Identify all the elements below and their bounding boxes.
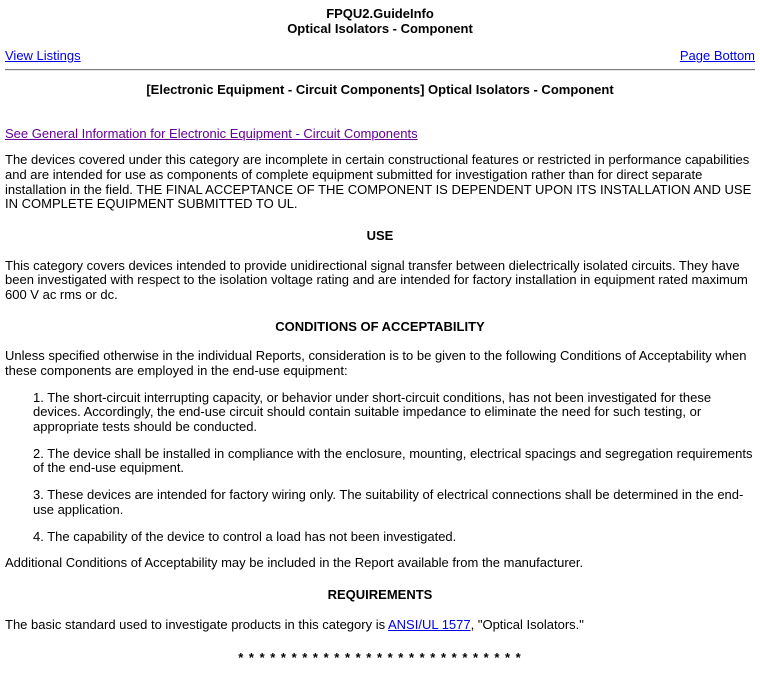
- requirements-paragraph: [5, 618, 755, 633]
- use-paragraph: This category covers devices intended to provide unidirectional signal transfer between dielectrically isolated circuits. They have been investigated with respect to the isolation voltage rating and are intended for factory installation in equipment rated maximum 600 V ac rms or dc.: [5, 257, 748, 302]
- intro-paragraph: The devices covered under this category are incomplete in certain constructional features or restricted in performance capabilities and are intended for use as components of complete equipment submitted for investigation rather than for direct separate installation in the field. THE FINAL ACCEPTANCE OF THE COMPONENT IS DEPENDENT UPON ITS INSTALLATION AND USE IN COMPLETE EQUIPMENT SUBMITTED TO UL.: [5, 152, 752, 212]
- additional-conditions-note: Additional Conditions of Acceptability may be included in the Report available from the manufacturer.: [5, 555, 584, 571]
- condition-item-3: 3. These devices are intended for factory wiring only. The suitability of electrical connections shall be determined in the end-use application.: [33, 487, 744, 517]
- condition-item-1: 1. The short-circuit interrupting capacity, or behavior under short-circuit conditions, has not been investigated for these devices. Accordingly, the end-use circuit should contain suitable impedance to eliminate the need for such testing, or appropriate tests should be conducted.: [33, 389, 712, 435]
- category-heading: [Electronic Equipment - Circuit Components] Optical Isolators - Component: [146, 81, 614, 97]
- guide-name-title: Optical Isolators - Component: [287, 21, 473, 37]
- page-bottom-link[interactable]: Page Bottom: [679, 48, 755, 64]
- use-heading: USE: [366, 227, 394, 243]
- conditions-list: [5, 391, 755, 545]
- nav-links-row: [5, 49, 755, 64]
- condition-item-4: 4. The capability of the device to control a load has not been investigated.: [33, 528, 457, 544]
- requirements-heading: REQUIREMENTS: [327, 586, 433, 602]
- ansi-ul-1577-link[interactable]: ANSI/UL 1577: [388, 616, 471, 632]
- requirements-sentence-prefix: The basic standard used to investigate products in this category is: [5, 616, 388, 632]
- view-listings-link[interactable]: View Listings: [5, 48, 81, 64]
- condition-item-2: 2. The device shall be installed in compliance with the enclosure, mounting, electrical spacings and segregation requirements of the end-use equipment.: [33, 445, 753, 476]
- header-divider: [5, 69, 755, 71]
- conditions-intro-paragraph: Unless specified otherwise in the individual Reports, consideration is to be given to the following Conditions of Acceptability when these components are employed in the end-use equipment:: [5, 348, 747, 378]
- requirements-sentence-suffix: , "Optical Isolators.": [470, 616, 584, 632]
- general-info-link[interactable]: See General Information for Electronic Equipment - Circuit Components: [5, 126, 418, 142]
- conditions-heading: CONDITIONS OF ACCEPTABILITY: [275, 318, 485, 334]
- general-info-paragraph: [5, 127, 755, 142]
- asterisk-divider: * * * * * * * * * * * * * * * * * * * * * * * * * * *: [238, 650, 522, 666]
- guide-code-title: FPQU2.GuideInfo: [326, 6, 434, 21]
- page-title: [5, 7, 755, 36]
